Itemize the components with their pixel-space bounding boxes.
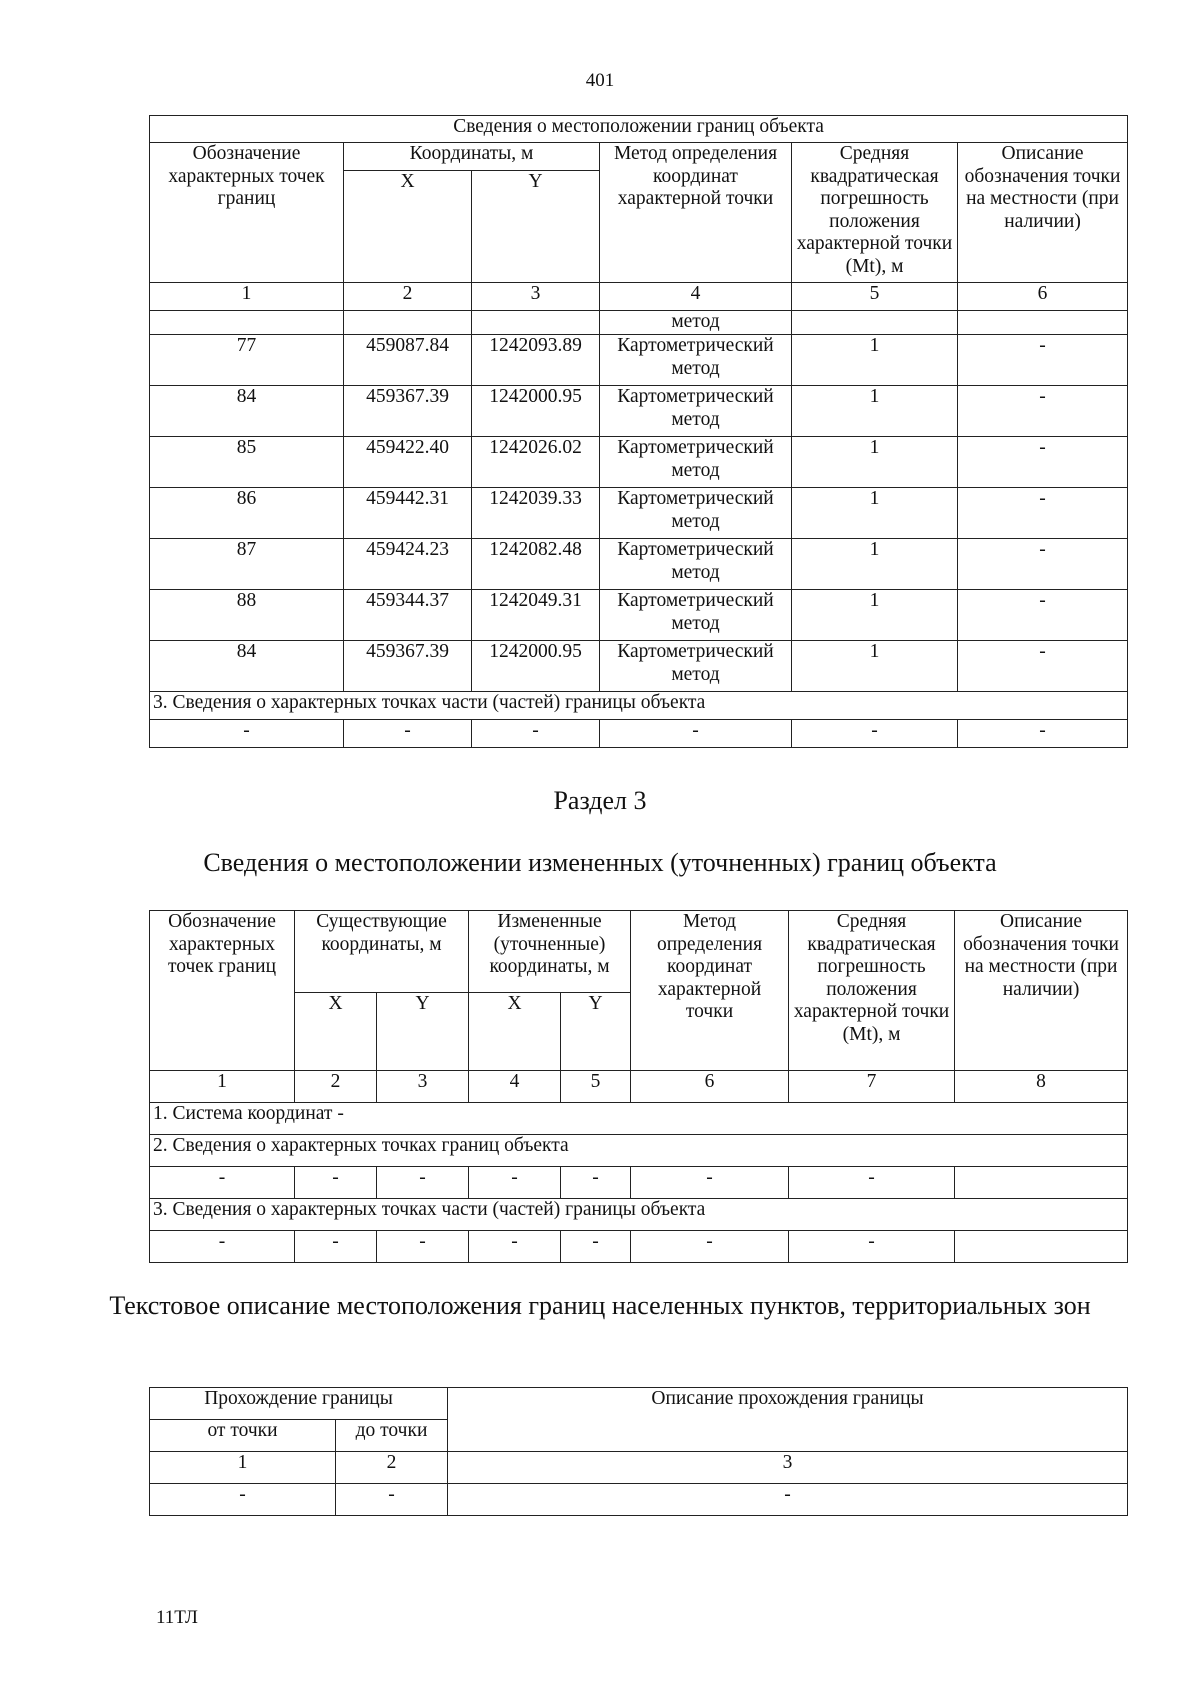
dash-row bbox=[150, 1231, 1128, 1263]
boundary-passage-table bbox=[149, 1387, 1128, 1516]
method-cell: Картометрический метод bbox=[600, 437, 792, 488]
header-to: до точки bbox=[336, 1420, 448, 1452]
header-row bbox=[150, 1388, 1128, 1420]
desc-cell: - bbox=[958, 539, 1128, 590]
header-error: Средняя квадратическая погрешность положения характерной точки (Mt), м bbox=[792, 143, 958, 283]
table-row bbox=[150, 641, 1128, 692]
dash-cell: - bbox=[336, 1484, 448, 1516]
dash-cell: - bbox=[631, 1231, 789, 1263]
error-cell: 1 bbox=[792, 386, 958, 437]
dash-row bbox=[150, 1167, 1128, 1199]
dash-cell: - bbox=[561, 1167, 631, 1199]
section-row bbox=[150, 1199, 1128, 1231]
header-x: X bbox=[344, 171, 472, 283]
column-number: 3 bbox=[377, 1071, 469, 1103]
section3-label: 3. Сведения о характерных точках части (частей) границы объекта bbox=[150, 692, 1128, 720]
dash-cell: - bbox=[789, 1167, 955, 1199]
dash-cell: - bbox=[150, 1484, 336, 1516]
header-x: X bbox=[469, 993, 561, 1071]
section-title: Раздел 3 bbox=[553, 786, 647, 815]
column-number: 8 bbox=[955, 1071, 1128, 1103]
dash-cell: - bbox=[631, 1167, 789, 1199]
column-number: 6 bbox=[958, 283, 1128, 311]
continuation-cell: метод bbox=[600, 311, 792, 335]
column-number-row bbox=[150, 1452, 1128, 1484]
header-point: Обозначение характерных точек границ bbox=[150, 143, 344, 283]
header-row bbox=[150, 911, 1128, 993]
table-row bbox=[150, 488, 1128, 539]
header-description: Описание прохождения границы bbox=[448, 1388, 1128, 1452]
dash-cell: - bbox=[958, 720, 1128, 748]
dash-cell: - bbox=[600, 720, 792, 748]
table-row bbox=[150, 386, 1128, 437]
column-number-row bbox=[150, 283, 1128, 311]
dash-row bbox=[150, 1484, 1128, 1516]
header-existing: Существующие координаты, м bbox=[295, 911, 469, 993]
column-number: 4 bbox=[469, 1071, 561, 1103]
desc-cell: - bbox=[958, 590, 1128, 641]
error-cell: 1 bbox=[792, 335, 958, 386]
header-method: Метод определения координат характерной точки bbox=[631, 911, 789, 1071]
y-cell: 1242082.48 bbox=[472, 539, 600, 590]
method-cell: Картометрический метод bbox=[600, 335, 792, 386]
header-x: X bbox=[295, 993, 377, 1071]
dash-cell: - bbox=[377, 1167, 469, 1199]
header-passage: Прохождение границы bbox=[150, 1388, 448, 1420]
y-cell: 1242039.33 bbox=[472, 488, 600, 539]
method-cell: Картометрический метод bbox=[600, 590, 792, 641]
point-cell: 85 bbox=[150, 437, 344, 488]
section3-label: 3. Сведения о характерных точках части (частей) границы объекта bbox=[150, 1199, 1128, 1231]
y-cell: 1242049.31 bbox=[472, 590, 600, 641]
error-cell: 1 bbox=[792, 437, 958, 488]
column-number-row bbox=[150, 1071, 1128, 1103]
dash-cell: - bbox=[150, 720, 344, 748]
x-cell: 459367.39 bbox=[344, 386, 472, 437]
section-row bbox=[150, 692, 1128, 720]
column-number: 6 bbox=[631, 1071, 789, 1103]
table-row bbox=[150, 335, 1128, 386]
changed-boundaries-table bbox=[149, 910, 1128, 1263]
dash-cell: - bbox=[792, 720, 958, 748]
footer-code: 11ТЛ bbox=[156, 1607, 198, 1628]
point-cell: 88 bbox=[150, 590, 344, 641]
y-cell: 1242000.95 bbox=[472, 386, 600, 437]
dash-cell: - bbox=[448, 1484, 1128, 1516]
point-cell: 84 bbox=[150, 386, 344, 437]
column-number: 4 bbox=[600, 283, 792, 311]
text-description-title: Текстовое описание местоположения границ населенных пунктов, территориальных зон bbox=[109, 1291, 1091, 1320]
dash-cell: - bbox=[295, 1231, 377, 1263]
dash-cell: - bbox=[472, 720, 600, 748]
y-cell: 1242000.95 bbox=[472, 641, 600, 692]
method-cell: Картометрический метод bbox=[600, 488, 792, 539]
dash-cell: - bbox=[377, 1231, 469, 1263]
section2-label: 2. Сведения о характерных точках границ объекта bbox=[150, 1135, 1128, 1167]
dash-cell: - bbox=[344, 720, 472, 748]
column-number: 1 bbox=[150, 283, 344, 311]
method-cell: Картометрический метод bbox=[600, 641, 792, 692]
dash-cell: - bbox=[150, 1167, 295, 1199]
table-row bbox=[150, 437, 1128, 488]
point-cell: 84 bbox=[150, 641, 344, 692]
header-coords: Координаты, м bbox=[344, 143, 600, 171]
table-title: Сведения о местоположении границ объекта bbox=[150, 116, 1128, 143]
table-row bbox=[150, 590, 1128, 641]
system-label: 1. Система координат - bbox=[150, 1103, 1128, 1135]
continuation-row bbox=[150, 311, 1128, 335]
column-number: 1 bbox=[150, 1071, 295, 1103]
y-cell: 1242093.89 bbox=[472, 335, 600, 386]
dash-cell bbox=[955, 1167, 1128, 1199]
table-row bbox=[150, 539, 1128, 590]
header-error: Средняя квадратическая погрешность положения характерной точки (Mt), м bbox=[789, 911, 955, 1071]
method-cell: Картометрический метод bbox=[600, 539, 792, 590]
header-row bbox=[150, 143, 1128, 171]
boundary-location-table bbox=[149, 115, 1128, 748]
column-number: 2 bbox=[336, 1452, 448, 1484]
column-number: 3 bbox=[472, 283, 600, 311]
header-point: Обозначение характерных точек границ bbox=[150, 911, 295, 1071]
column-number: 7 bbox=[789, 1071, 955, 1103]
column-number: 2 bbox=[344, 283, 472, 311]
desc-cell: - bbox=[958, 335, 1128, 386]
section-subtitle: Сведения о местоположении измененных (уточненных) границ объекта bbox=[203, 848, 997, 877]
error-cell: 1 bbox=[792, 539, 958, 590]
x-cell: 459424.23 bbox=[344, 539, 472, 590]
dash-cell: - bbox=[469, 1167, 561, 1199]
error-cell: 1 bbox=[792, 488, 958, 539]
point-cell: 77 bbox=[150, 335, 344, 386]
x-cell: 459367.39 bbox=[344, 641, 472, 692]
table-title-row bbox=[150, 116, 1128, 143]
page-number: 401 bbox=[585, 70, 615, 91]
error-cell: 1 bbox=[792, 590, 958, 641]
dash-cell: - bbox=[561, 1231, 631, 1263]
column-number: 3 bbox=[448, 1452, 1128, 1484]
header-changed: Измененные (уточненные) координаты, м bbox=[469, 911, 631, 993]
header-desc: Описание обозначения точки на местности (при наличии) bbox=[958, 143, 1128, 283]
header-y: Y bbox=[561, 993, 631, 1071]
header-desc: Описание обозначения точки на местности (при наличии) bbox=[955, 911, 1128, 1071]
dash-cell bbox=[955, 1231, 1128, 1263]
x-cell: 459442.31 bbox=[344, 488, 472, 539]
dash-cell: - bbox=[150, 1231, 295, 1263]
dash-cell: - bbox=[469, 1231, 561, 1263]
section-row bbox=[150, 1135, 1128, 1167]
desc-cell: - bbox=[958, 386, 1128, 437]
dash-row bbox=[150, 720, 1128, 748]
dash-cell: - bbox=[789, 1231, 955, 1263]
x-cell: 459344.37 bbox=[344, 590, 472, 641]
column-number: 5 bbox=[792, 283, 958, 311]
method-cell: Картометрический метод bbox=[600, 386, 792, 437]
header-from: от точки bbox=[150, 1420, 336, 1452]
column-number: 5 bbox=[561, 1071, 631, 1103]
desc-cell: - bbox=[958, 641, 1128, 692]
dash-cell: - bbox=[295, 1167, 377, 1199]
desc-cell: - bbox=[958, 488, 1128, 539]
header-y: Y bbox=[472, 171, 600, 283]
column-number: 1 bbox=[150, 1452, 336, 1484]
column-number: 2 bbox=[295, 1071, 377, 1103]
error-cell: 1 bbox=[792, 641, 958, 692]
header-y: Y bbox=[377, 993, 469, 1071]
section-row bbox=[150, 1103, 1128, 1135]
header-method: Метод определения координат характерной точки bbox=[600, 143, 792, 283]
desc-cell: - bbox=[958, 437, 1128, 488]
x-cell: 459422.40 bbox=[344, 437, 472, 488]
y-cell: 1242026.02 bbox=[472, 437, 600, 488]
point-cell: 86 bbox=[150, 488, 344, 539]
x-cell: 459087.84 bbox=[344, 335, 472, 386]
point-cell: 87 bbox=[150, 539, 344, 590]
